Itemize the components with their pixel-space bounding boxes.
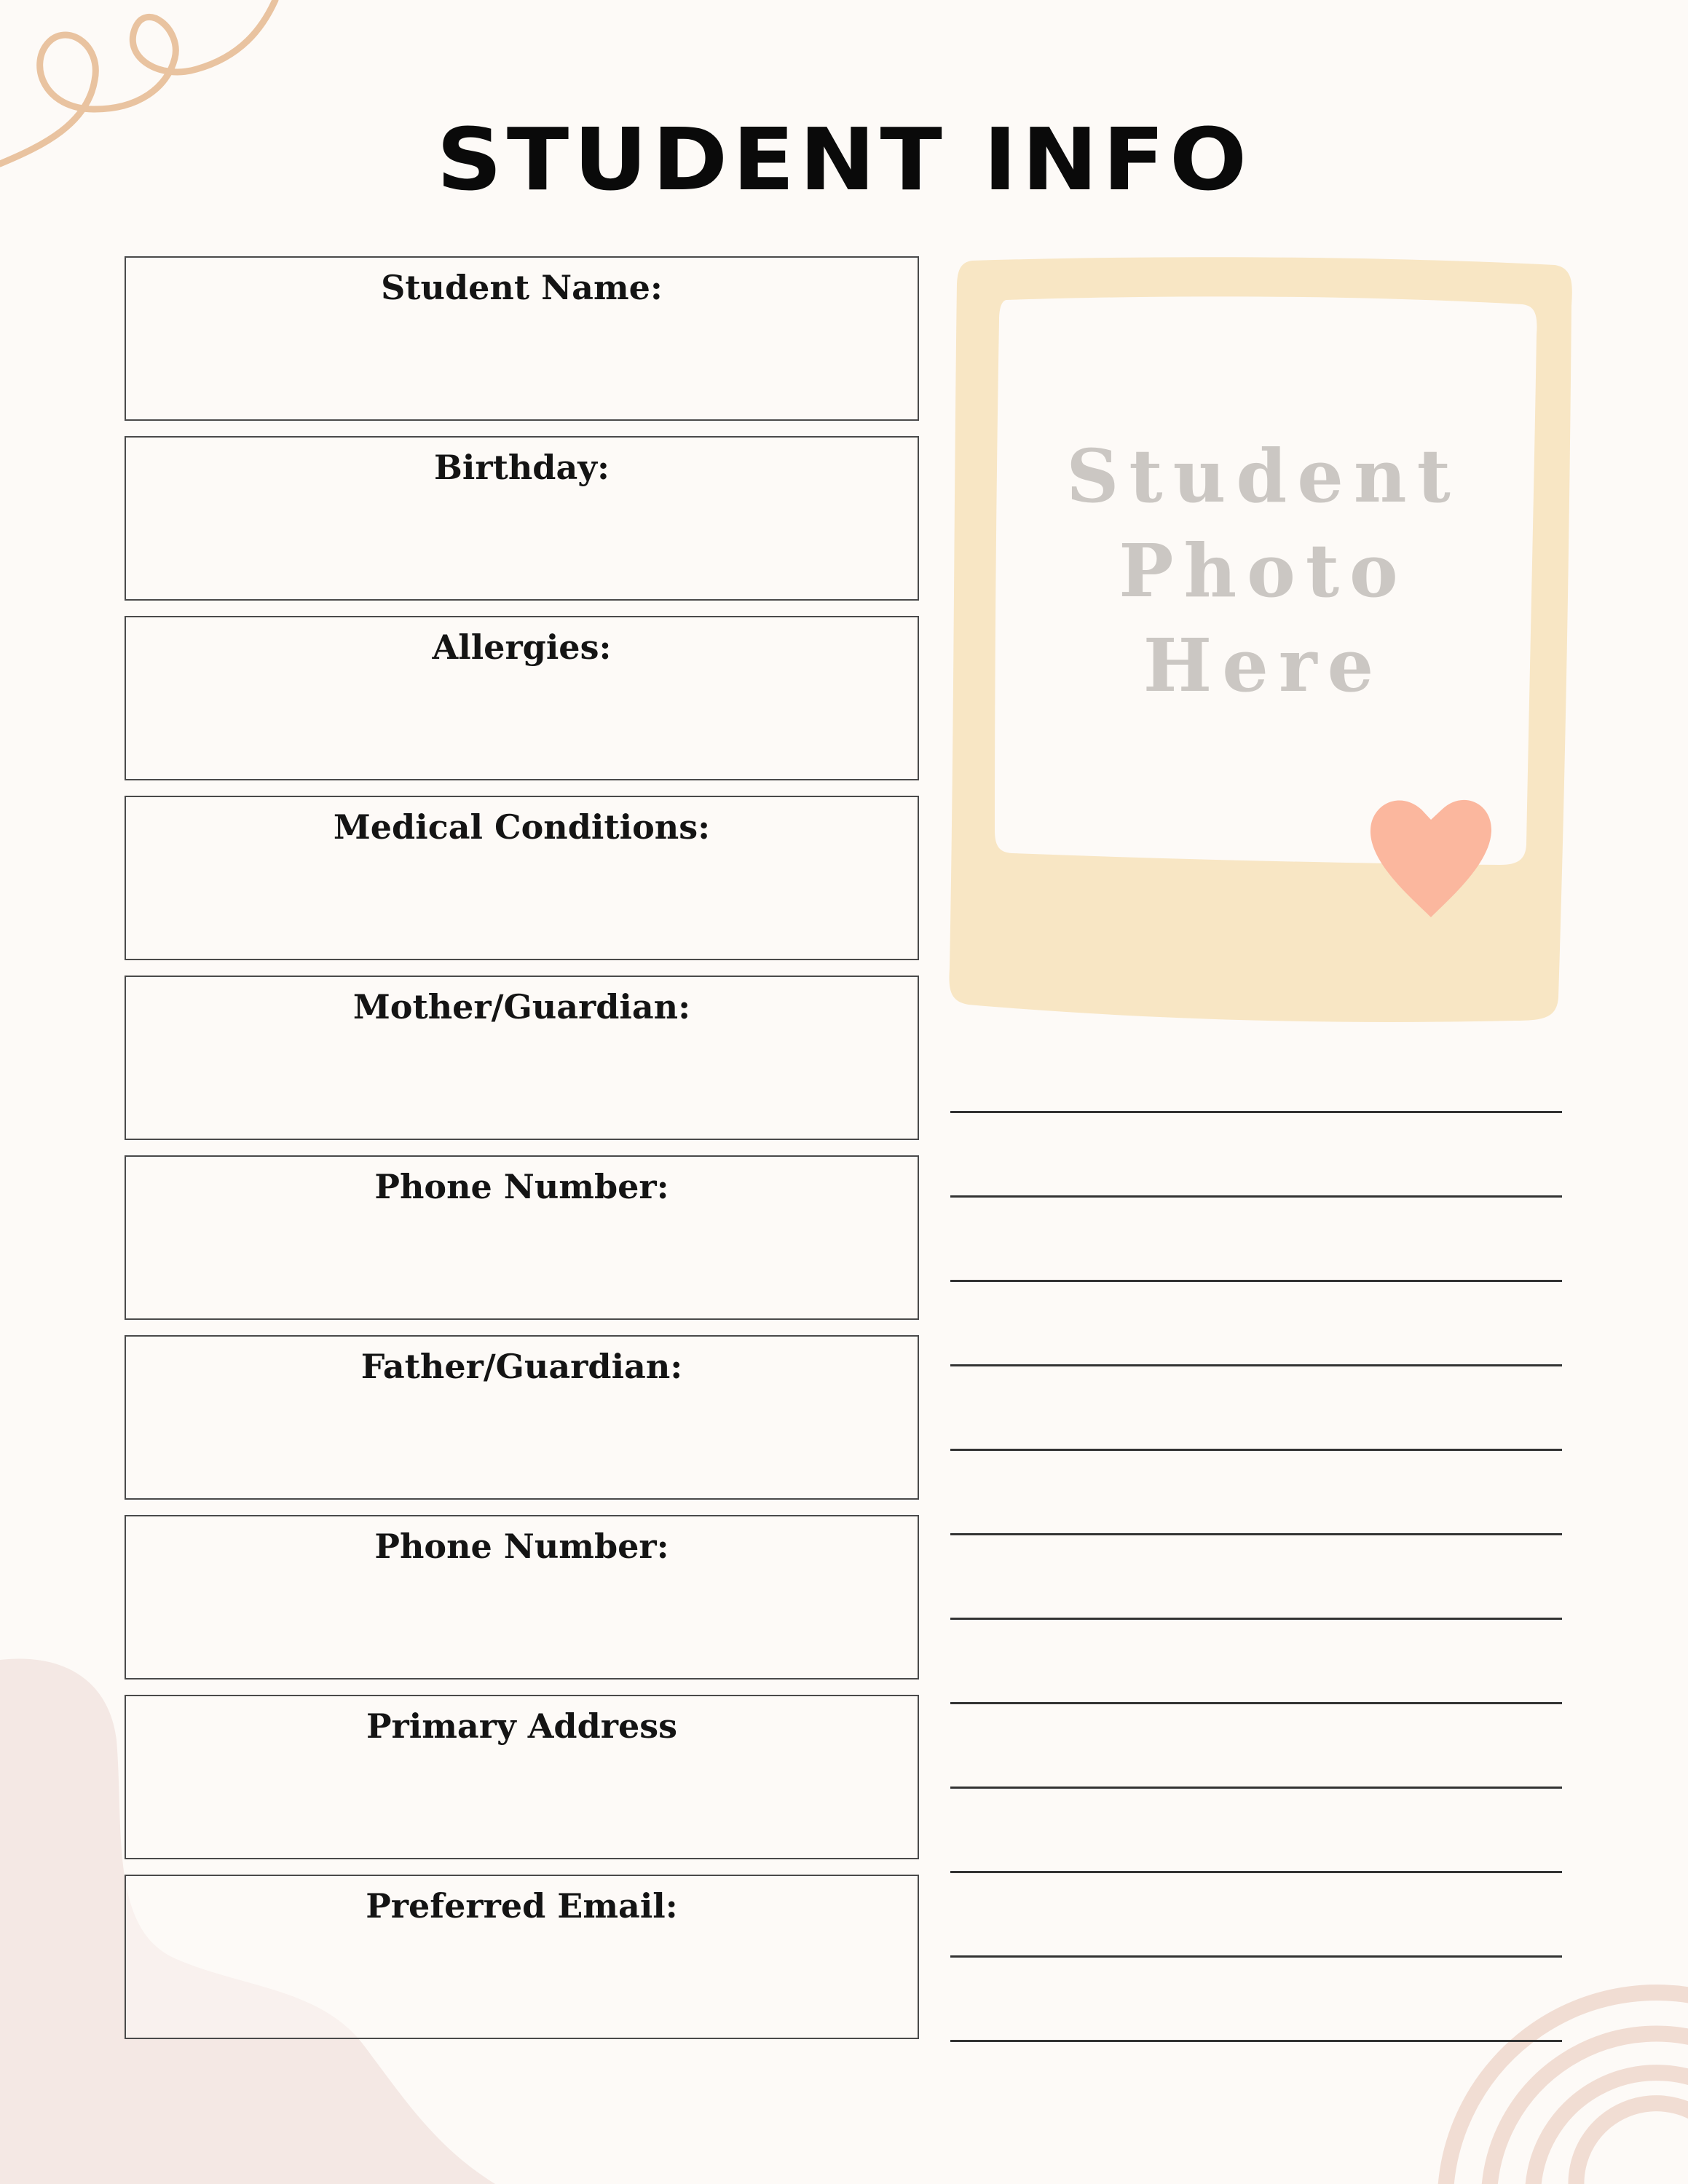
- field-label: Mother/Guardian:: [352, 987, 691, 1026]
- photo-placeholder-line: Photo: [1119, 528, 1408, 614]
- field-label: Father/Guardian:: [360, 1347, 683, 1386]
- photo-placeholder-line: Student: [1066, 433, 1461, 519]
- notes-line[interactable]: [950, 1280, 1562, 1282]
- field-label: Primary Address: [366, 1706, 678, 1746]
- notes-line[interactable]: [950, 1787, 1562, 1789]
- father-phone-field[interactable]: [125, 1515, 919, 1679]
- notes-line[interactable]: [950, 1702, 1562, 1704]
- allergies-field[interactable]: [125, 616, 919, 780]
- field-label: Student Name:: [381, 268, 663, 307]
- mother-phone-field[interactable]: [125, 1155, 919, 1320]
- notes-line[interactable]: [950, 1449, 1562, 1451]
- page-title: STUDENT INFO: [436, 109, 1252, 210]
- notes-line[interactable]: [950, 2040, 1562, 2042]
- preferred-email-field[interactable]: [125, 1875, 919, 2039]
- notes-line[interactable]: [950, 1955, 1562, 1958]
- notes-line[interactable]: [950, 1533, 1562, 1535]
- field-label: Medical Conditions:: [333, 807, 711, 847]
- medical-conditions-field[interactable]: [125, 796, 919, 960]
- field-label: Phone Number:: [374, 1167, 669, 1206]
- field-label: Allergies:: [432, 628, 612, 667]
- notes-line[interactable]: [950, 1871, 1562, 1873]
- birthday-field[interactable]: [125, 436, 919, 601]
- notes-line[interactable]: [950, 1364, 1562, 1366]
- field-label: Preferred Email:: [366, 1886, 678, 1926]
- student-name-field[interactable]: [125, 256, 919, 421]
- father-guardian-field[interactable]: [125, 1335, 919, 1500]
- notes-line[interactable]: [950, 1618, 1562, 1620]
- notes-line[interactable]: [950, 1111, 1562, 1113]
- field-label: Phone Number:: [374, 1527, 669, 1566]
- notes-line[interactable]: [950, 1195, 1562, 1198]
- field-label: Birthday:: [434, 448, 610, 487]
- mother-guardian-field[interactable]: [125, 976, 919, 1140]
- rainbow-decoration: [1427, 1944, 1688, 2184]
- primary-address-field[interactable]: [125, 1695, 919, 1859]
- photo-placeholder-line: Here: [1143, 622, 1384, 708]
